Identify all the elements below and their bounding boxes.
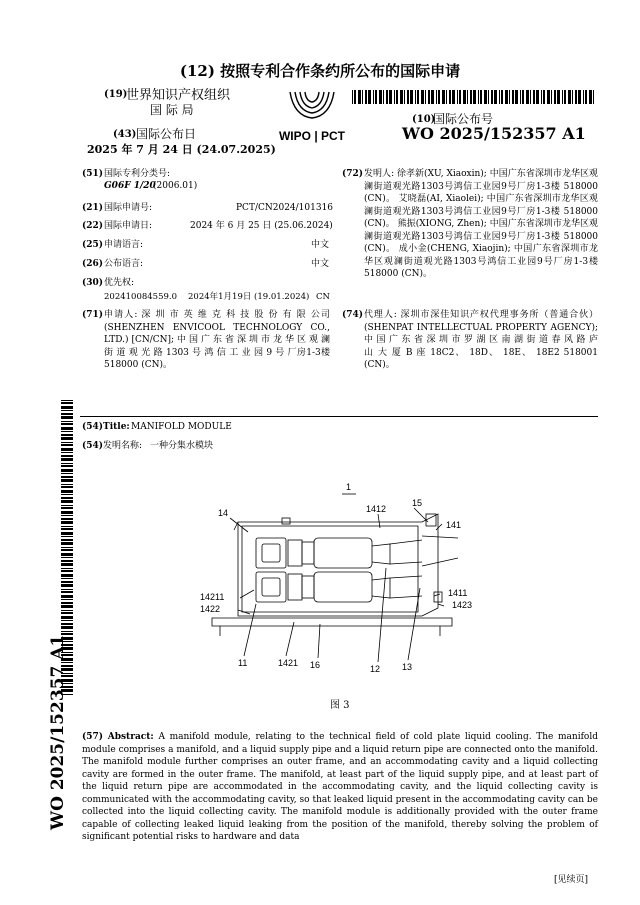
title-en-code: (54): [82, 422, 104, 432]
title-zh-label: 发明名称:: [103, 441, 143, 451]
f74-code: (74): [342, 310, 364, 320]
f22-label: 国际申请日:: [104, 221, 153, 231]
figure-part-label: 1421: [278, 658, 299, 668]
figure-part-label: 11: [238, 658, 248, 668]
abstract-label: Abstract:: [107, 732, 154, 742]
figure-part-label: 14: [218, 508, 229, 518]
figure-part-label: 13: [402, 662, 413, 672]
title-en-label: Title:: [103, 422, 130, 432]
abstract-code: (57): [82, 732, 104, 742]
abstract-text: A manifold module, relating to the technical field of cold plate liquid cooling. The manifold module comprises a manifold, and a liquid supply pipe and a liquid return pipe are connected onto the manifold. The manifold module further comprises an outer frame, and an accommodating cavity and a liquid collecting cavity are formed in the outer frame. The manifold, at least part of the liquid supply pipe, and at least part of the liquid return pipe are accommodated in the accommodating cavity, and the liquid collecting cavity is communicated with the accommodating cavity, so that leaked liquid present in the accommodating cavity can be collected into the liquid collecting cavity. The manifold module is additionally provided with the outer frame capable of collecting leaked liquid leaking from the position of the manifold, thereby solving the problem of significant potential risks to hardware and data: [82, 732, 598, 842]
manifold-block-upper: [256, 538, 286, 568]
figure-part-label: 141: [446, 520, 462, 530]
org-code: (19): [104, 89, 128, 100]
pubdate-value: 2025 年 7 月 24 日 (24.07.2025): [87, 143, 276, 156]
pubdate-code: (43): [113, 129, 137, 140]
side-pubno: WO 2025/152357 A1: [48, 634, 68, 830]
figure-ref-label: 1: [346, 482, 352, 492]
f26-code: (26): [82, 259, 104, 269]
continued-marker: [见续页]: [554, 875, 589, 885]
f30-label: 优先权:: [104, 278, 135, 288]
org-name: 世界知识产权组织: [126, 88, 231, 103]
f22-code: (22): [82, 221, 104, 231]
f51-value: G06F 1/20: [104, 181, 156, 191]
figure-part-label: 1412: [366, 504, 387, 514]
f26-value: 中文: [311, 259, 330, 269]
wipo-logo: [272, 86, 352, 144]
figure-part-label: 12: [370, 664, 381, 674]
supply-pipe: [314, 538, 372, 568]
f72-inventors: 发明人: 徐孝新(XU, Xiaoxin); 中国广东省深圳市龙华区观澜街道观光路1303号鸿信工业园9号厂房1-3楼 518000 (CN)。 艾晓磊(AI, Xiaolei); 中国广东省深圳市龙华区观澜街道观光路1303号鸿信工业园9号厂房1-3楼 518000 (CN)。 熊振(XIONG, Zhen); 中国广东省深圳市龙华区观澜街道观光路1303号鸿信工业园9号厂房1-3楼 518000 (CN)。 成小金(CHENG, Xiaojin); 中国广东省深圳市龙华区观澜街道观光路1303号鸿信工业园9号厂房1-3楼 518000 (CN)。: [364, 169, 598, 279]
section-divider: [80, 416, 598, 417]
f30-date: 2024年1月19日 (19.01.2024): [188, 292, 310, 302]
f21-code: (21): [82, 203, 104, 213]
title-zh-value: 一种分集水模块: [150, 441, 214, 451]
f74-agent: 代理人: 深圳市深佳知识产权代理事务所（普通合伙）(SHENPAT INTELLECTUAL PROPERTY AGENCY); 中 国 广 东 省 深 圳 市 罗 湖 区 南 湖 街 道 春 风 路 庐 山 大 厦 B 座 18C2、 18D、 18E、 18E2 518001 (CN)。: [364, 310, 598, 370]
figure-drawing: [190, 478, 473, 678]
f51-code: (51): [82, 169, 104, 179]
f25-value: 中文: [311, 240, 330, 250]
barcode-top: [352, 90, 596, 104]
f72-code: (72): [342, 169, 364, 179]
figure-caption: 图 3: [330, 700, 350, 711]
title-zh-code: (54): [82, 441, 104, 451]
figure-part-label: 16: [310, 660, 321, 670]
pubno-label: 国际公布号: [433, 112, 494, 126]
return-pipe: [314, 572, 372, 602]
pubno-value: WO 2025/152357 A1: [402, 124, 586, 143]
pubdate-label: 国际公布日: [136, 127, 197, 141]
f25-label: 申请语言:: [104, 240, 144, 250]
f30-code: (30): [82, 278, 104, 288]
figure-part-label: 1423: [452, 600, 473, 610]
f21-label: 国际申请号:: [104, 203, 153, 213]
abstract: [82, 731, 598, 844]
f71-applicant: 申请人: 深 圳 市 英 维 克 科 技 股 份 有 限 公司(SHENZHEN ENVICOOL TECHNOLOGY CO., LTD.) [CN/CN]; 中 国 广 东 省 深 圳 市 龙 华 区 观 澜 街 道 观 光 路 1303 号 鸿 信 工 业 园 9 号 厂房1-3楼 518000 (CN)。: [104, 310, 330, 370]
title-en-value: MANIFOLD MODULE: [131, 422, 232, 432]
f51-label: 国际专利分类号:: [104, 169, 171, 179]
pubno-code: (10): [412, 114, 436, 125]
figure-part-label: 1411: [448, 588, 468, 598]
figure-part-label: 1422: [200, 604, 221, 614]
f30-appno: 202410084559.0: [104, 292, 178, 302]
f26-label: 公布语言:: [104, 259, 144, 269]
f25-code: (25): [82, 240, 104, 250]
figure-part-label: 15: [412, 498, 423, 508]
f21-value: PCT/CN2024/101316: [236, 203, 334, 213]
f71-code: (71): [82, 310, 104, 320]
f22-value: 2024 年 6 月 25 日 (25.06.2024): [190, 221, 333, 231]
figure-part-label: 14211: [200, 592, 225, 602]
outer-frame: [238, 514, 438, 616]
f51-year: (2006.01): [153, 181, 198, 191]
manifold-block-lower: [256, 572, 286, 602]
wipo-logo-text: WIPO | PCT: [278, 129, 346, 143]
org-sub: 国 际 局: [150, 103, 194, 117]
f30-country: CN: [316, 292, 330, 302]
document-title: (12) 按照专利合作条约所公布的国际申请: [179, 62, 461, 80]
